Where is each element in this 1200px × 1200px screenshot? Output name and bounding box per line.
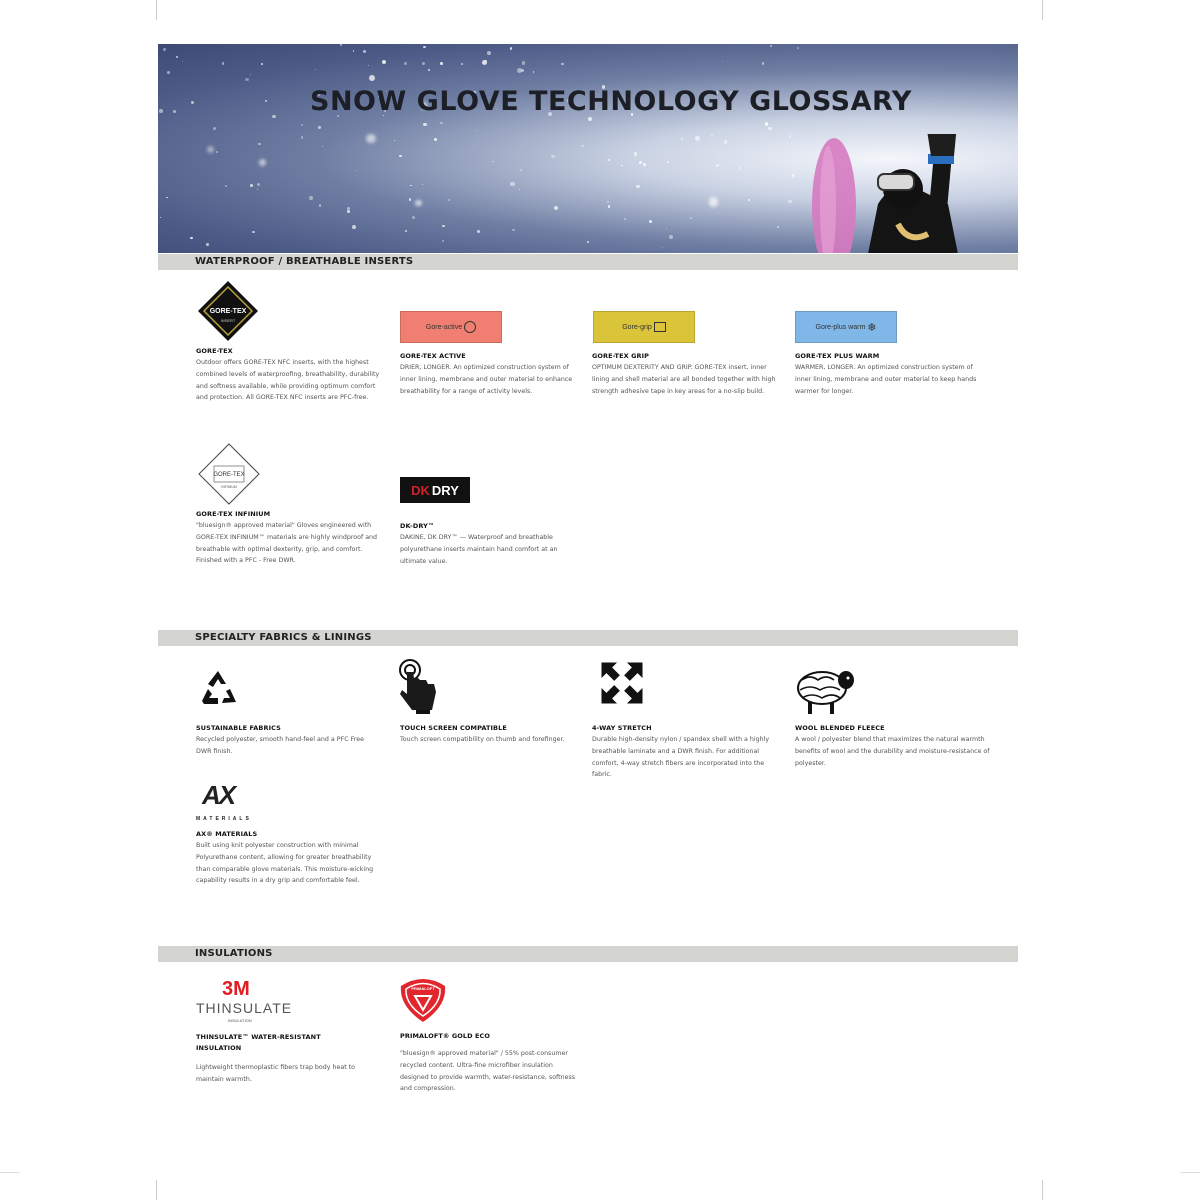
- snowflake: [730, 91, 734, 95]
- touch-screen-icon: [396, 658, 444, 716]
- item-ax-materials: [196, 830, 378, 887]
- snowflake: [368, 65, 369, 66]
- snowflake: [624, 218, 625, 219]
- page-title: SNOW GLOVE TECHNOLOGY GLOSSARY: [310, 86, 912, 117]
- snowflake: [716, 164, 718, 166]
- item-primaloft: [400, 1032, 580, 1095]
- crop-mark: [0, 1172, 20, 1173]
- snowflake: [422, 184, 423, 185]
- snowflake: [383, 115, 384, 116]
- snowflake: [167, 71, 170, 74]
- section-title: SPECIALTY FABRICS & LININGS: [195, 632, 372, 643]
- snowflake: [225, 185, 227, 187]
- snowflake: [412, 216, 415, 219]
- item-wool-fleece: [795, 724, 990, 769]
- logo-label: Gore-active: [425, 323, 463, 331]
- snowflake: [410, 185, 412, 187]
- snowflake: [366, 134, 376, 144]
- snowflake: [510, 182, 515, 187]
- item-thinsulate: [196, 1032, 366, 1086]
- item-desc: Built using knit polyester construction with minimal Polyurethane content, allowing for greater breathability than comparable glove materials. This moisture-wicking capability results in a dry grip and comfortable feel.: [196, 842, 374, 885]
- logo-label: DRY: [431, 482, 459, 498]
- svg-text:INFINIUM: INFINIUM: [221, 485, 237, 489]
- item-desc: "bluesign® approved material" / 55% post-consumer recycled content. Ultra-fine microfiber insulation designed to provide warmth, water-resistance, softness and compression.: [400, 1050, 576, 1093]
- snowflake: [690, 217, 693, 220]
- snowflake: [216, 151, 218, 153]
- item-dk-dry: [400, 522, 578, 567]
- snowflake: [667, 161, 669, 163]
- item-goretex-active: [400, 352, 575, 397]
- item-touch-screen: [400, 724, 578, 746]
- snowflake: [473, 91, 476, 94]
- logo-label: DK: [411, 482, 430, 498]
- snowflake: [448, 199, 449, 200]
- item-name: TOUCH SCREEN COMPATIBLE: [400, 724, 507, 732]
- item-desc: Touch screen compatibility on thumb and forefinger.: [400, 736, 565, 743]
- snowflake: [470, 138, 471, 139]
- logo-label: 3M: [222, 978, 250, 1000]
- snowflake: [777, 226, 779, 228]
- snowflake: [440, 122, 442, 124]
- item-sustainable-fabrics: [196, 724, 376, 758]
- snowflake: [265, 100, 266, 101]
- snowflake: [222, 62, 225, 65]
- item-name: WOOL BLENDED FLEECE: [795, 724, 885, 732]
- snowflake: [681, 138, 683, 140]
- snowflake: [784, 172, 785, 173]
- snowflake: [639, 161, 643, 165]
- snowflake: [422, 62, 425, 65]
- section-header-waterproof: [158, 254, 1018, 270]
- snowflake: [748, 199, 750, 201]
- snowflake: [190, 237, 193, 240]
- snowflake: [301, 136, 303, 138]
- item-desc: DAKINE, DK DRY™ — Waterproof and breathable polyurethane inserts maintain hand comfort at an ultimate value.: [400, 534, 558, 565]
- logo-label: Gore-grip: [622, 323, 652, 331]
- item-desc: Durable high-density nylon / spandex shell with a highly breathable laminate and a DWR finish. For additional comfort, 4-way stretch fibers are incorporated into the fabric.: [592, 736, 770, 779]
- snowflake: [440, 62, 443, 65]
- item-name: GORE-TEX ACTIVE: [400, 352, 466, 360]
- logo-label: MATERIALS: [196, 816, 252, 822]
- section-header-specialty: [158, 630, 1018, 646]
- snowflake: [404, 62, 407, 65]
- snowflake: [762, 62, 765, 65]
- snowflake: [724, 140, 727, 143]
- snowflake: [587, 241, 589, 243]
- snowflake: [259, 159, 266, 166]
- snowflake: [792, 174, 795, 177]
- ax-materials-logo: [196, 780, 266, 826]
- svg-text:GORE-TEX: GORE-TEX: [213, 472, 245, 478]
- item-name: THINSULATE™ WATER-RESISTANT INSULATION: [196, 1033, 321, 1052]
- crop-mark: [1042, 1180, 1043, 1200]
- four-way-stretch-icon: [591, 652, 653, 714]
- goretex-logo: [196, 279, 260, 343]
- snowflake: [548, 112, 552, 116]
- snowflake: [394, 140, 395, 141]
- snowflake: [739, 167, 741, 169]
- snowflake: [477, 230, 480, 233]
- snowflake: [213, 127, 216, 130]
- snowflake: [337, 115, 340, 118]
- snowflake: [384, 110, 386, 112]
- snowflake: [666, 228, 667, 229]
- snowflake: [363, 50, 366, 53]
- snowflake: [533, 71, 535, 73]
- item-desc: "bluesign® approved material" Gloves engineered with GORE-TEX INFINIUM™ materials are highly windproof and breathable with optimal dexterity, grip, and comfort. Finished with a PFC - Free DWR.: [196, 522, 378, 565]
- snowflake: [163, 48, 166, 51]
- snowflake: [415, 200, 421, 206]
- snowflake-icon: ❄: [867, 321, 877, 334]
- crop-mark: [1180, 1172, 1200, 1173]
- snowflake: [166, 197, 167, 198]
- recycle-icon: [196, 667, 240, 711]
- svg-text:GORE-TEX: GORE-TEX: [209, 308, 247, 315]
- snowflake: [423, 123, 427, 127]
- snowflake: [510, 47, 512, 49]
- item-goretex: [196, 347, 381, 404]
- item-name: SUSTAINABLE FABRICS: [196, 724, 281, 732]
- snowflake: [485, 60, 487, 62]
- item-goretex-grip: [592, 352, 777, 397]
- logo-label: AX: [202, 780, 235, 810]
- snowflake: [322, 146, 323, 147]
- snowflake: [461, 63, 463, 65]
- item-name: PRIMALOFT® GOLD ECO: [400, 1032, 491, 1040]
- snowflake: [789, 135, 792, 138]
- snowflake: [442, 225, 445, 228]
- snowflake: [250, 74, 251, 75]
- snowflake: [492, 161, 494, 163]
- snowflake: [765, 122, 769, 126]
- item-name: GORE-TEX INFINIUM: [196, 510, 271, 518]
- snowflake: [649, 220, 652, 223]
- logo-label: Gore-plus warm: [815, 323, 866, 331]
- gore-plus-warm-logo: [795, 311, 897, 343]
- snowflake: [207, 146, 214, 153]
- snowflake: [318, 94, 320, 96]
- snowflake: [319, 204, 321, 206]
- item-name: GORE-TEX GRIP: [592, 352, 650, 360]
- item-goretex-infinium: [196, 510, 381, 567]
- snowflake: [709, 197, 718, 206]
- item-desc: Outdoor offers GORE-TEX NFC inserts, with the highest combined levels of waterproofing, breathability, durability and softness available, while providing optimum comfort and protection. All GORE-TEX NFC inserts are PFC-free.: [196, 359, 380, 402]
- crop-mark: [156, 1180, 157, 1200]
- snowflake: [309, 196, 312, 199]
- snowflake: [765, 93, 767, 95]
- snowflake: [521, 69, 524, 72]
- item-name: GORE-TEX PLUS WARM: [795, 352, 880, 360]
- snowflake: [669, 235, 673, 239]
- snowflake: [369, 75, 375, 81]
- item-desc: Recycled polyester, smooth hand-feel and a PFC Free DWR finish.: [196, 736, 364, 755]
- snowflake: [421, 102, 427, 108]
- snowflake: [250, 184, 253, 187]
- snowflake: [409, 198, 412, 201]
- snowflake: [318, 126, 320, 128]
- snowflake: [634, 152, 637, 155]
- swirl-icon: [464, 321, 476, 333]
- crop-mark: [1042, 0, 1043, 20]
- snowflake: [423, 46, 425, 48]
- item-desc: A wool / polyester blend that maximizes the natural warmth benefits of wool and the durability and moisture-resistance of polyester.: [795, 736, 990, 767]
- snowflake: [496, 109, 498, 111]
- snowflake: [636, 185, 640, 189]
- snowflake: [711, 134, 713, 136]
- snowflake: [257, 183, 260, 186]
- snowflake: [272, 115, 275, 118]
- snowflake: [631, 113, 633, 115]
- snowflake: [602, 85, 605, 88]
- item-desc: Lightweight thermoplastic fibers trap body heat to maintain warmth.: [196, 1064, 356, 1083]
- snowflake: [386, 91, 387, 92]
- snowflake: [788, 200, 791, 203]
- snowflake: [608, 205, 610, 207]
- snowflake: [567, 99, 570, 102]
- snowflake: [621, 165, 622, 166]
- snowflake: [695, 136, 700, 141]
- sheep-icon: [794, 660, 858, 716]
- snowflake: [176, 56, 178, 58]
- snowflake: [551, 155, 554, 158]
- snowflake: [257, 189, 258, 190]
- snowflake: [607, 201, 609, 203]
- snowflake: [770, 45, 772, 47]
- snowflake: [159, 109, 163, 113]
- section-title: INSULATIONS: [195, 948, 273, 959]
- snowflake: [428, 69, 431, 72]
- snowflake: [318, 108, 320, 110]
- snowflake: [476, 130, 477, 131]
- snowflake: [561, 63, 563, 65]
- snowflake: [442, 240, 444, 242]
- snowflake: [261, 63, 262, 64]
- snowflake: [554, 206, 558, 210]
- snowflake: [315, 69, 316, 70]
- snowflake: [522, 61, 526, 65]
- snowflake: [356, 170, 357, 171]
- item-name: 4-WAY STRETCH: [592, 724, 652, 732]
- gore-active-logo: [400, 311, 502, 343]
- snowflake: [512, 229, 514, 231]
- snowflake: [382, 60, 386, 64]
- thinsulate-logo: [196, 978, 306, 1028]
- snowflake: [519, 189, 520, 190]
- snowflake: [797, 47, 799, 49]
- snowflake: [352, 225, 356, 229]
- snowflake: [434, 138, 437, 141]
- snowflake: [662, 247, 663, 248]
- snowflake: [643, 163, 646, 166]
- goretex-infinium-logo: [197, 442, 261, 506]
- hero-banner: [158, 44, 1018, 253]
- snowflake: [340, 44, 342, 46]
- item-desc: OPTIMUM DEXTERITY AND GRIP. GORE-TEX insert, inner lining and shell material are all bonded together with high strength adhesive tape in key areas for a no-slip build.: [592, 364, 776, 395]
- snowflake: [353, 50, 355, 52]
- item-name: AX® MATERIALS: [196, 830, 258, 838]
- snowflake: [347, 210, 350, 213]
- svg-text:PRIMALOFT: PRIMALOFT: [411, 986, 435, 991]
- snowflake: [160, 217, 162, 219]
- snowflake: [715, 91, 718, 94]
- snowflake: [722, 61, 723, 62]
- snowflake: [399, 155, 401, 157]
- grip-icon: [654, 322, 666, 332]
- primaloft-logo: [397, 972, 449, 1024]
- snowflake: [301, 124, 303, 126]
- snowflake: [579, 92, 581, 94]
- item-desc: DRIER, LONGER. An optimized construction system of inner lining, membrane and outer material to enhance breathability for a range of activity levels.: [400, 364, 573, 395]
- snowflake: [395, 105, 398, 108]
- section-title: WATERPROOF / BREATHABLE INSERTS: [195, 256, 414, 267]
- snowflake: [182, 61, 184, 63]
- item-name: DK-DRY™: [400, 522, 435, 530]
- item-goretex-plus-warm: [795, 352, 985, 397]
- item-4-way-stretch: [592, 724, 782, 781]
- snowflake: [608, 159, 610, 161]
- snowflake: [173, 110, 176, 113]
- logo-label: THINSULATE: [196, 1000, 293, 1016]
- snowflake: [191, 101, 193, 103]
- snowflake: [206, 243, 208, 245]
- snowflake: [405, 230, 407, 232]
- logo-label: INSULATION: [228, 1018, 252, 1023]
- snowflake: [487, 51, 491, 55]
- snowflake: [245, 78, 248, 81]
- snowflake: [581, 145, 584, 148]
- gore-grip-logo: [593, 311, 695, 343]
- crop-mark: [156, 0, 157, 20]
- dk-dry-logo: [400, 477, 470, 503]
- snowflake: [378, 95, 382, 99]
- snowflake: [520, 169, 522, 171]
- section-header-insulations: [158, 946, 1018, 962]
- item-name: GORE-TEX: [196, 347, 233, 355]
- item-desc: WARMER, LONGER. An optimized construction system of inner lining, membrane and outer material to keep hands warmer for longer.: [795, 364, 977, 395]
- svg-text:INSERT: INSERT: [220, 318, 236, 323]
- snowflake: [768, 127, 772, 131]
- snowflake: [588, 117, 592, 121]
- snowboarder-photo: [798, 134, 1018, 253]
- snowflake: [258, 143, 260, 145]
- snowflake: [252, 231, 255, 234]
